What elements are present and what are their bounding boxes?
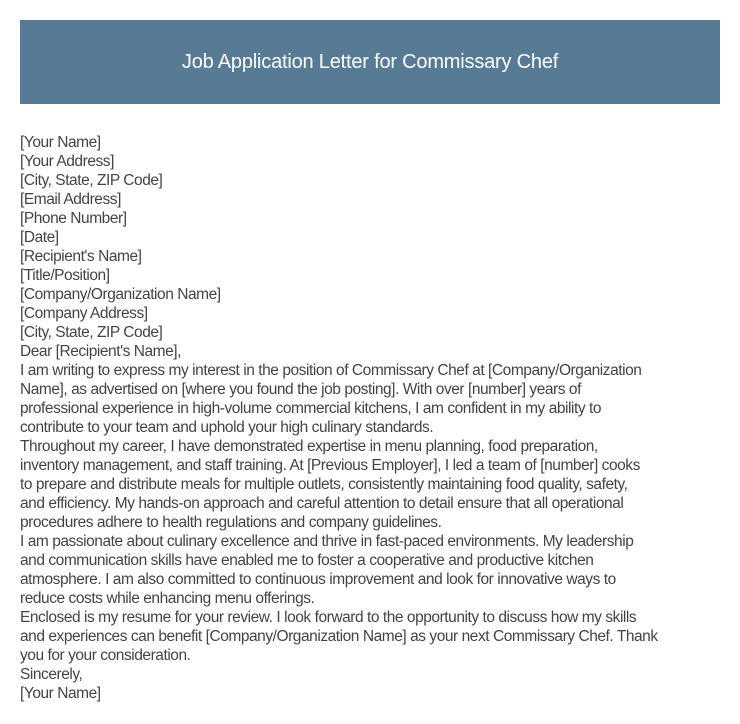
paragraph-line: Name], as advertised on [where you found the job posting]. With over [number] years of: [20, 381, 581, 398]
closing: Sincerely,: [20, 666, 83, 683]
paragraph-line: and communication skills have enabled me to foster a cooperative and productive kitchen: [20, 552, 594, 569]
paragraph-line: contribute to your team and uphold your high culinary standards.: [20, 419, 434, 436]
recipient-name: [Recipient's Name]: [20, 248, 142, 265]
paragraph-line: Enclosed is my resume for your review. I look forward to the opportunity to discuss how my skills: [20, 609, 637, 626]
paragraph-line: and experiences can benefit [Company/Organization Name] as your next Commissary Chef. Thank: [20, 628, 658, 645]
sender-block: [20, 133, 730, 247]
recipient-block: [20, 247, 730, 342]
paragraph-experience: [20, 437, 730, 532]
paragraph-line: reduce costs while enhancing menu offerings.: [20, 590, 315, 607]
paragraph-line: and efficiency. My hands-on approach and careful attention to detail ensure that all operational: [20, 495, 624, 512]
letter-body: [20, 133, 730, 703]
sender-address: [Your Address]: [20, 153, 114, 170]
paragraph-line: professional experience in high-volume commercial kitchens, I am confident in my ability to: [20, 400, 602, 417]
paragraph-line: to prepare and distribute meals for multiple outlets, consistently maintaining food quality, safety,: [20, 476, 628, 493]
sender-city-state-zip: [City, State, ZIP Code]: [20, 172, 163, 189]
recipient-company: [Company/Organization Name]: [20, 286, 221, 303]
paragraph-line: I am writing to express my interest in the position of Commissary Chef at [Company/Organization: [20, 362, 642, 379]
paragraph-closing: [20, 608, 730, 665]
paragraph-line: Throughout my career, I have demonstrated expertise in menu planning, food preparation,: [20, 438, 598, 455]
paragraph-line: procedures adhere to health regulations and company guidelines.: [20, 514, 442, 531]
paragraph-line: atmosphere. I am also committed to continuous improvement and look for innovative ways to: [20, 571, 616, 588]
paragraph-line: inventory management, and staff training. At [Previous Employer], I led a team of [number] cooks: [20, 457, 640, 474]
sender-name: [Your Name]: [20, 134, 101, 151]
paragraph-passion: [20, 532, 730, 608]
page-title: Job Application Letter for Commissary Chef: [181, 50, 559, 73]
salutation: Dear [Recipient's Name],: [20, 343, 182, 360]
recipient-city-state-zip: [City, State, ZIP Code]: [20, 324, 163, 341]
recipient-title: [Title/Position]: [20, 267, 110, 284]
paragraph-intro: [20, 361, 730, 437]
sender-phone: [Phone Number]: [20, 210, 127, 227]
letter-title-banner: [20, 20, 720, 104]
paragraph-line: I am passionate about culinary excellence and thrive in fast-paced environments. My leadership: [20, 533, 634, 550]
recipient-address: [Company Address]: [20, 305, 148, 322]
sender-email: [Email Address]: [20, 191, 121, 208]
signature: [Your Name]: [20, 685, 101, 702]
paragraph-line: you for your consideration.: [20, 647, 191, 664]
letter-date: [Date]: [20, 229, 59, 246]
